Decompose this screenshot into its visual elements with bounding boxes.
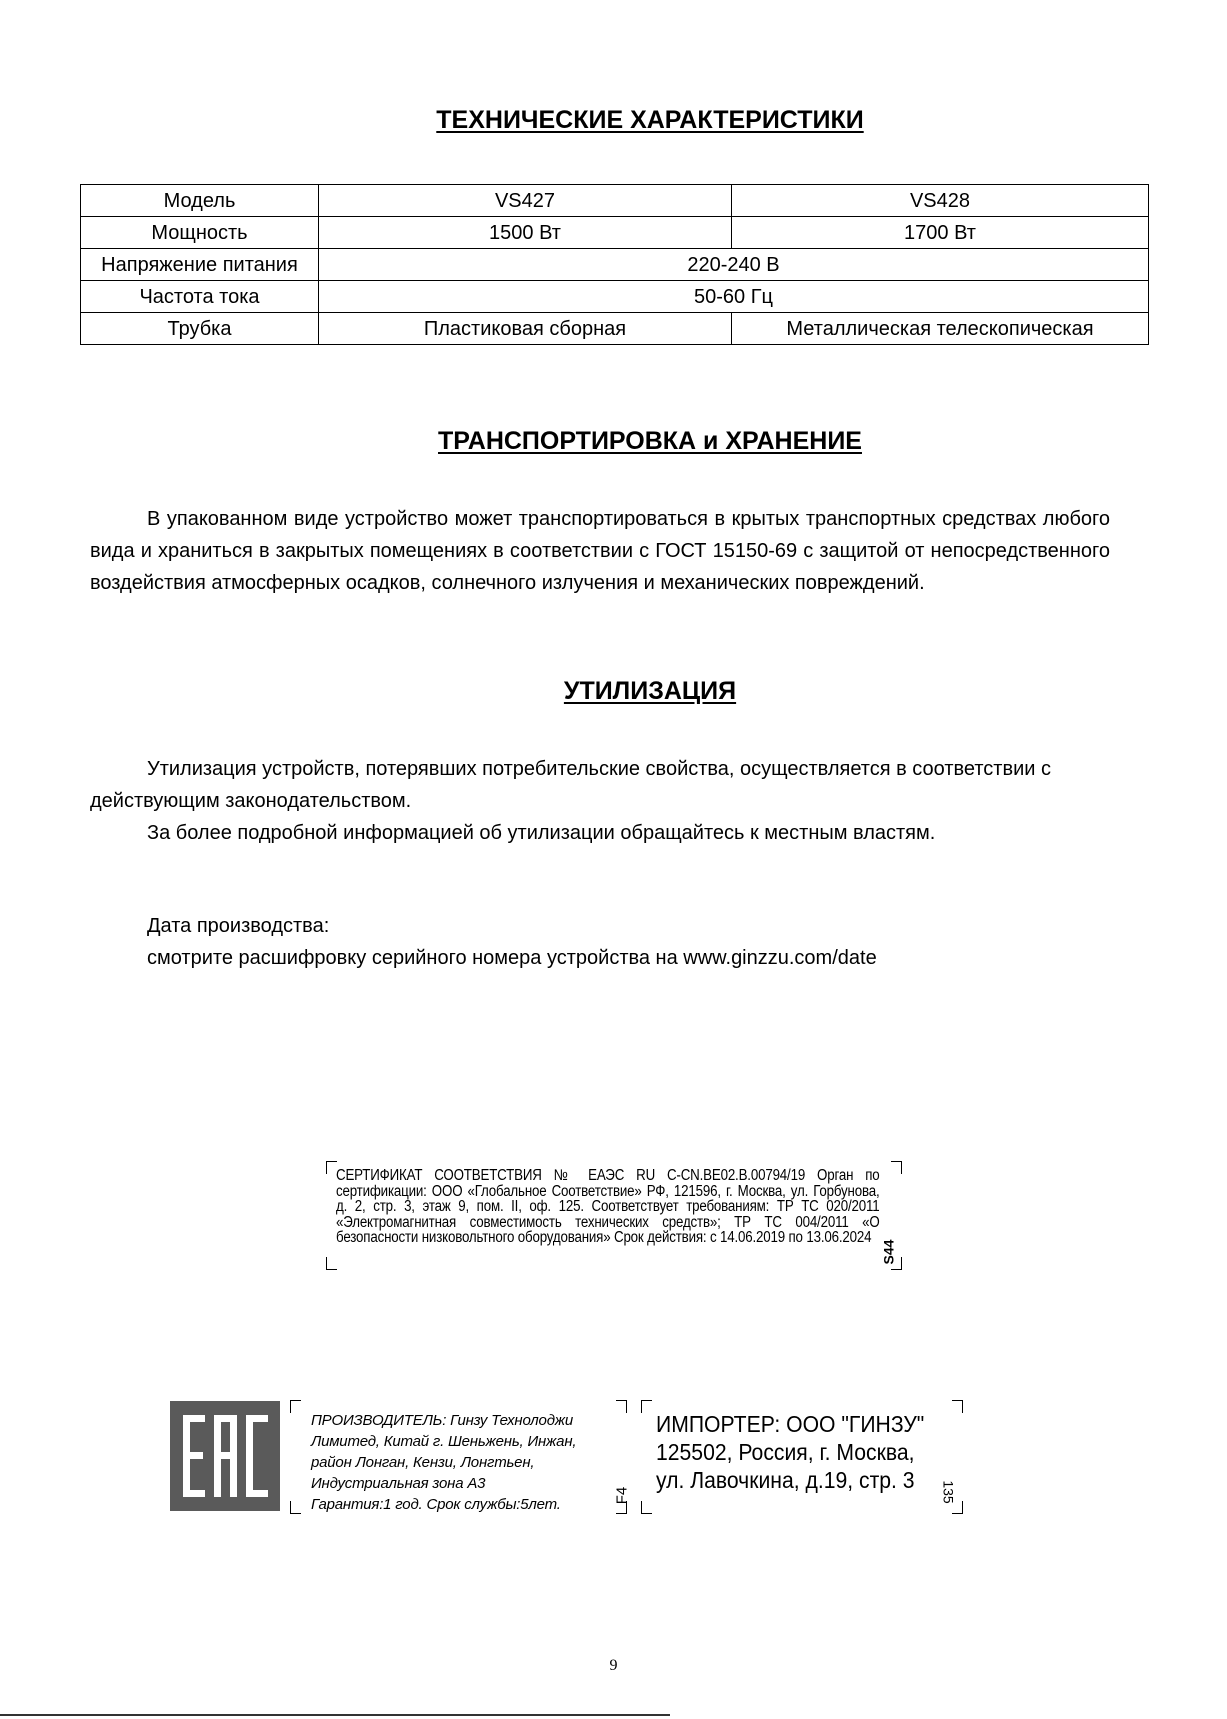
eac-logo — [170, 1401, 280, 1511]
manufacturer-line: ПРОИЗВОДИТЕЛЬ: Гинзу Технолоджи — [311, 1412, 574, 1429]
divider — [0, 1714, 670, 1716]
page-number: 9 — [609, 1657, 618, 1674]
manufacturer-code: F4 — [613, 1486, 631, 1505]
spec-value-vs427: Пластиковая сборная — [319, 313, 732, 345]
table-row — [81, 281, 1149, 313]
certificate-code: S44 — [880, 1239, 897, 1265]
corner-mark — [641, 1400, 652, 1413]
table-row — [81, 185, 1149, 217]
certificate-text: СЕРТИФИКАТ СООТВЕТСТВИЯ № ЕАЭС RU C-CN.BE02.B.00794/19 Орган по сертификации: ООО «Глобальное Соответствие» РФ, 121596, г. Москва, ул. Горбунова, д. 2, стр. 3, этаж 9, пом. II, оф. 125. Соответствует требованиям: ТР ТС 020/2011 «Электромагнитная совместимость технических средств»; ТР ТС 004/2011 «О безопасности низковольтного оборудования» Срок действия: с 14.06.2019 по 13.06.2024 — [336, 1167, 880, 1246]
utilization-text — [90, 753, 1140, 849]
spec-label: Модель — [81, 185, 319, 217]
importer-line: ул. Лавочкина, д.19, стр. 3 — [656, 1467, 915, 1493]
corner-mark — [641, 1501, 652, 1514]
corner-mark — [326, 1257, 337, 1270]
manufacturer-text — [311, 1410, 631, 1515]
manufacturer-line: район Лонган, Кензи, Лонгтьен, — [311, 1454, 535, 1471]
spec-value-vs428: 1700 Вт — [732, 217, 1149, 249]
spec-label: Трубка — [81, 313, 319, 345]
transport-text: В упакованном виде устройство может транспортироваться в крытых транспортных средствах любого вида и храниться в закрытых помещениях в соответствии с ГОСТ 15150-69 с защитой от непосредственного воздействия атмосферных осадков, солнечного излучения и механических повреждений. — [90, 508, 1110, 594]
corner-mark — [290, 1400, 301, 1413]
production-date-text: смотрите расшифровку серийного номера устройства на www.ginzzu.com/date — [147, 947, 877, 969]
spec-value-vs427: VS427 — [319, 185, 732, 217]
spec-value-shared: 50-60 Гц — [319, 281, 1149, 313]
corner-mark — [952, 1400, 963, 1413]
corner-mark — [891, 1161, 902, 1174]
spec-label: Частота тока — [81, 281, 319, 313]
utilization-paragraph-2: За более подробной информацией об утилизации обращайтесь к местным властям. — [147, 822, 936, 844]
table-row — [81, 313, 1149, 345]
spec-value-shared: 220-240 В — [319, 249, 1149, 281]
importer-code: 135 — [940, 1480, 957, 1504]
spec-value-vs428: VS428 — [732, 185, 1149, 217]
production-date-label: Дата производства: — [147, 915, 330, 937]
corner-mark — [290, 1501, 301, 1514]
importer-line: 125502, Россия, г. Москва, — [656, 1439, 915, 1465]
spec-label: Мощность — [81, 217, 319, 249]
manufacturer-line: Лимитед, Китай г. Шеньжень, Инжан, — [311, 1433, 577, 1450]
manufacturer-line: Гарантия:1 год. Срок службы:5лет. — [311, 1496, 561, 1513]
specs-heading: ТЕХНИЧЕСКИЕ ХАРАКТЕРИСТИКИ — [436, 106, 864, 134]
utilization-paragraph-1: Утилизация устройств, потерявших потребительские свойства, осуществляется в соответствии с действующим законодательством. — [90, 758, 1051, 812]
importer-text — [656, 1410, 932, 1494]
table-row — [81, 249, 1149, 281]
utilization-heading: УТИЛИЗАЦИЯ — [563, 677, 737, 705]
spec-value-vs427: 1500 Вт — [319, 217, 732, 249]
table-row — [81, 217, 1149, 249]
manufacturer-line: Индустриальная зона А3 — [311, 1475, 486, 1492]
transport-heading: ТРАНСПОРТИРОВКА и ХРАНЕНИЕ — [438, 427, 862, 455]
production-date-block — [147, 910, 1047, 974]
importer-line: ИМПОРТЕР: ООО "ГИНЗУ" — [656, 1411, 925, 1437]
spec-label: Напряжение питания — [81, 249, 319, 281]
spec-value-vs428: Металлическая телескопическая — [732, 313, 1149, 345]
specs-table — [80, 184, 1149, 345]
